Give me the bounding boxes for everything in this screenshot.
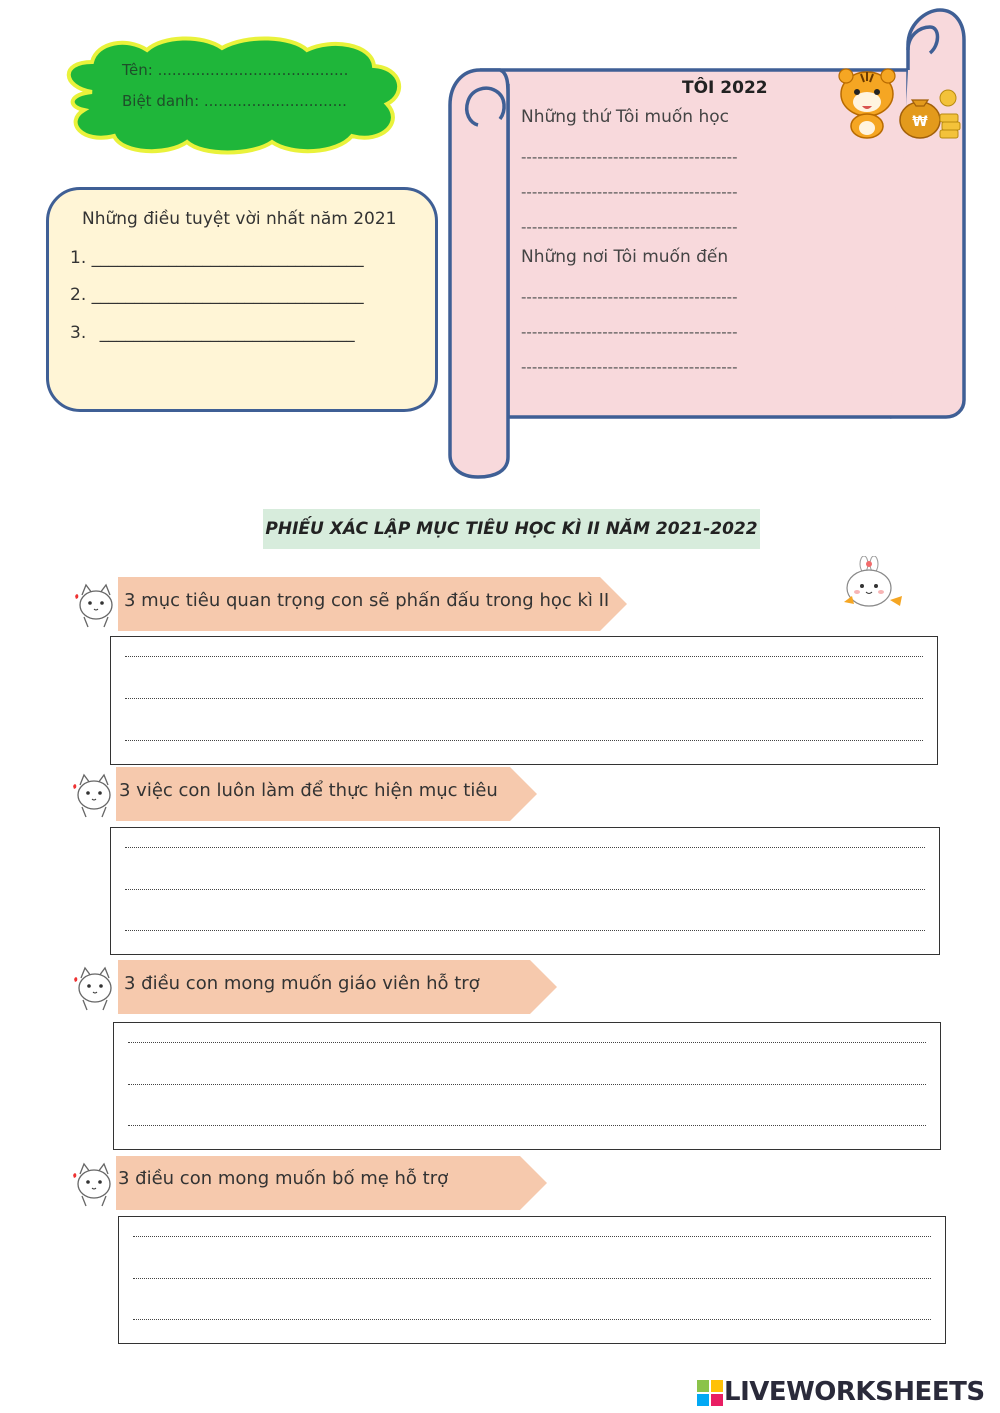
visit-line-2[interactable]: ---------------------------------------- (521, 323, 738, 341)
learn-line-3[interactable]: ---------------------------------------- (521, 218, 738, 236)
section-label-3: 3 điều con mong muốn giáo viên hỗ trợ (124, 973, 480, 994)
answer-box-1[interactable] (110, 636, 938, 765)
tiger-icon (836, 66, 898, 140)
learn-line-2[interactable]: ---------------------------------------- (521, 183, 738, 201)
money-bag-icon (898, 84, 964, 142)
liveworksheets-logo[interactable]: LIVEWORKSHEETS (724, 1377, 985, 1407)
worksheet-title: PHIẾU XÁC LẬP MỤC TIÊU HỌC KÌ II NĂM 2021-2022 (263, 509, 760, 549)
liveworksheets-logo-icon (697, 1380, 723, 1406)
answer-line[interactable] (125, 847, 925, 848)
best-2021-item-2[interactable] (70, 285, 364, 305)
section-label-2: 3 việc con luôn làm để thực hiện mục tiêu (119, 780, 498, 801)
cat-face-icon (73, 964, 117, 1012)
visit-heading: Những nơi Tôi muốn đến (521, 247, 729, 267)
answer-line[interactable] (125, 930, 925, 931)
svg-text:₩: ₩ (912, 114, 928, 130)
answer-line[interactable] (125, 656, 923, 657)
visit-line-3[interactable]: ---------------------------------------- (521, 358, 738, 376)
answer-box-2[interactable] (110, 827, 940, 955)
best-2021-title: Những điều tuyệt vời nhất năm 2021 (82, 209, 397, 229)
answer-line[interactable] (128, 1084, 926, 1085)
bunny-icon (840, 556, 906, 612)
section-label-4: 3 điều con mong muốn bố mẹ hỗ trợ (118, 1168, 449, 1189)
best-2021-item-1[interactable] (70, 248, 364, 268)
learn-line-1[interactable]: ---------------------------------------- (521, 148, 738, 166)
answer-box-4[interactable] (118, 1216, 946, 1344)
section-label-1: 3 mục tiêu quan trọng con sẽ phấn đấu trong học kì II (124, 590, 610, 611)
name-field[interactable]: Tên: ........................................ (122, 61, 349, 79)
visit-line-1[interactable]: ---------------------------------------- (521, 288, 738, 306)
answer-line[interactable] (133, 1319, 931, 1320)
answer-line[interactable] (128, 1042, 926, 1043)
answer-line[interactable] (125, 698, 923, 699)
item-answer-line[interactable]: ______________________________ (99, 323, 355, 343)
cat-face-icon (72, 771, 116, 819)
item-number: 3. (70, 323, 87, 343)
item-answer-line[interactable]: ________________________________ (91, 248, 364, 268)
learn-heading: Những thứ Tôi muốn học (521, 107, 729, 127)
item-answer-line[interactable]: ________________________________ (91, 285, 364, 305)
cat-face-icon (74, 581, 118, 629)
answer-line[interactable] (125, 740, 923, 741)
best-2021-item-3[interactable] (70, 323, 355, 343)
answer-box-3[interactable] (113, 1022, 941, 1150)
scroll-title: TÔI 2022 (682, 78, 768, 98)
answer-line[interactable] (133, 1278, 931, 1279)
answer-line[interactable] (133, 1236, 931, 1237)
answer-line[interactable] (125, 889, 925, 890)
nickname-field[interactable]: Biệt danh: .............................. (122, 92, 347, 110)
item-number: 2. (70, 285, 87, 305)
item-number: 1. (70, 248, 87, 268)
answer-line[interactable] (128, 1125, 926, 1126)
cat-face-icon (72, 1160, 116, 1208)
